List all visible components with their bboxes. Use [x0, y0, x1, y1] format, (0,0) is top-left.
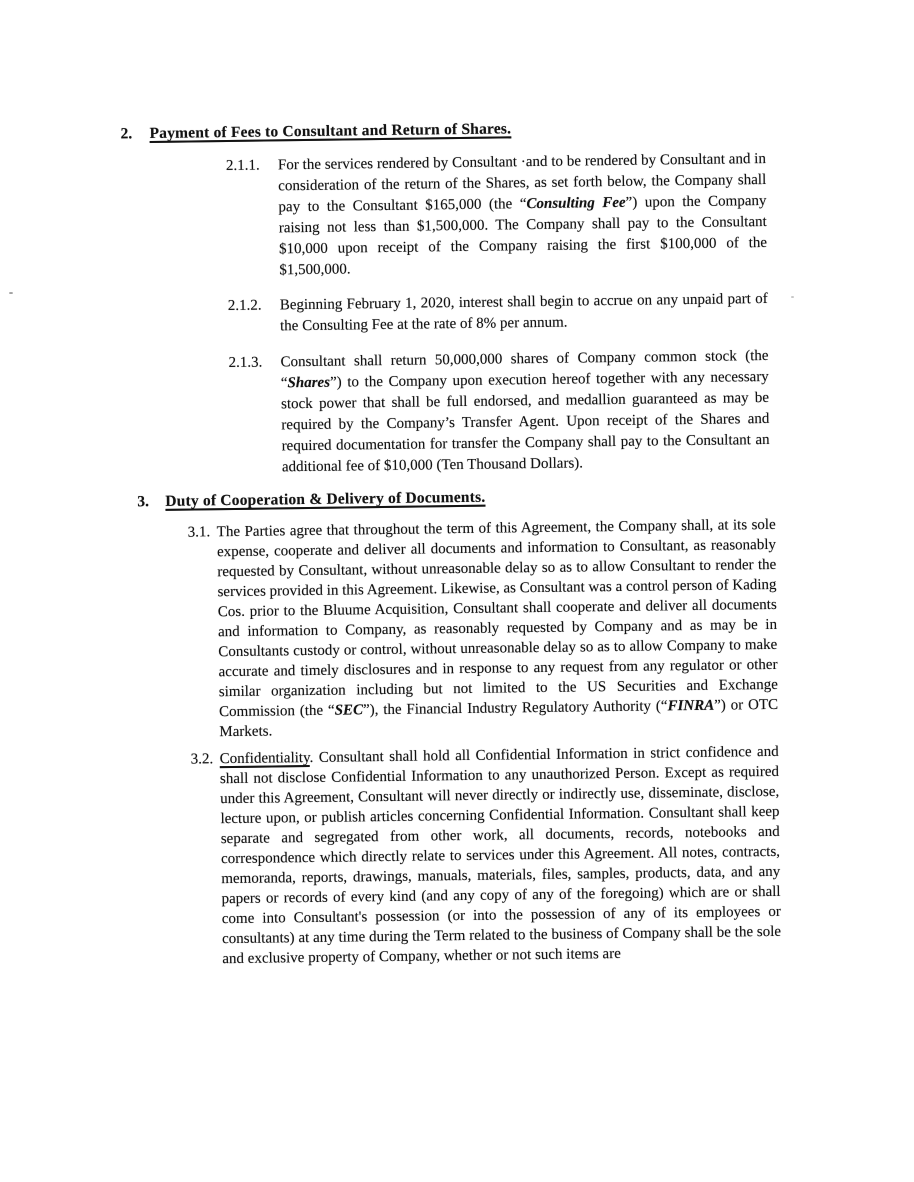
clause-number: 2.1.1. [225, 157, 260, 175]
section-heading-3 [2, 481, 914, 515]
clause-text: Beginning February 1, 2020, interest shall begin to accrue on any unpaid part of the Consulting Fee at the rate of 8% per annum. [279, 290, 768, 335]
clause-number: 3.2. [190, 751, 214, 768]
clause-text: For the services rendered by Consultant ·and to be rendered by Consultant and in consideration of the return of the Shares, as set forth below, the Company shall pay to the Consultant $165,000 (the “Consulting Fee”) upon the Company raising not less than $1,500,000. The Company shall pay to the Consultant $10,000 upon receipt of the Company raising the first $100,000 of the $1,500,000. [277, 150, 768, 279]
clause-3-2 [6, 740, 914, 972]
section-heading-2 [0, 113, 912, 147]
clause-number: 2.1.3. [228, 354, 263, 372]
clause-2-1-3 [0, 344, 914, 482]
clause-2-1-1 [0, 147, 913, 285]
clause-text: Consultant shall return 50,000,000 shares of Company common stock (the “Shares”) to the Company upon execution hereof together with any necessary stock power that shall be full endorsed, and medallion guaranteed as may be required by the Company’s Transfer Agent. Upon receipt of the Shares and required documentation for transfer the Company shall pay to the Consultant an additional fee of $10,000 (Ten Thousand Dollars). [280, 347, 770, 476]
clause-number: 3.1. [187, 524, 211, 541]
scan-speck [9, 292, 13, 294]
section-number: 2. [120, 125, 133, 143]
clause-text: Confidentiality. Consultant shall hold all Confidential Information in strict confidence and shall not disclose Confidential Information to any unauthorized Person. Except as required under this Agreement, Consultant will never directly or indirectly use, disseminate, disclose, lecture upon, or publish articles concerning Confidential Information. Consultant shall keep separate and segregated from other work, all documents, records, notebooks and correspondence which directly relate to services under this Agreement. All notes, contracts, memoranda, reports, drawings, manuals, materials, files, samples, products, data, and any papers or records of every kind (and any copy of any of the foregoing) which are or shall come into Consultant's possession (or into the possession of any of its employees or consultants) at any time during the Term related to the business of Company shall be the sole and exclusive property of Company, whether or not such items are [219, 743, 782, 968]
clause-number: 2.1.2. [227, 297, 262, 315]
section-number: 3. [137, 493, 150, 511]
clause-2-1-2 [0, 287, 914, 341]
section-title: Duty of Cooperation & Delivery of Documents. [165, 488, 486, 510]
clause-text: The Parties agree that throughout the term of this Agreement, the Company shall, at its sole expense, cooperate and deliver all documents and information to Consultant, as reasonably requested by Consultant, without unreasonable delay so as to allow Consultant to render the services provided in this Agreement. Likewise, as Consultant was a control person of Kading Cos. prior to the Bluume Acquisition, Consultant shall cooperate and deliver all documents and information to Company, as reasonably requested by Company and as may be in Consultants custody or control, without unreasonable delay so as to allow Company to make accurate and timely disclosures and in response to any request from any regulator or other similar organization including but not limited to the US Securities and Exchange Commission (the “SEC”), the Financial Industry Regulatory Authority (“FINRA”) or OTC Markets. [216, 516, 779, 741]
clause-3-1 [3, 513, 914, 745]
section-title: Payment of Fees to Consultant and Return of Shares. [149, 120, 512, 143]
scan-speck [791, 296, 794, 298]
